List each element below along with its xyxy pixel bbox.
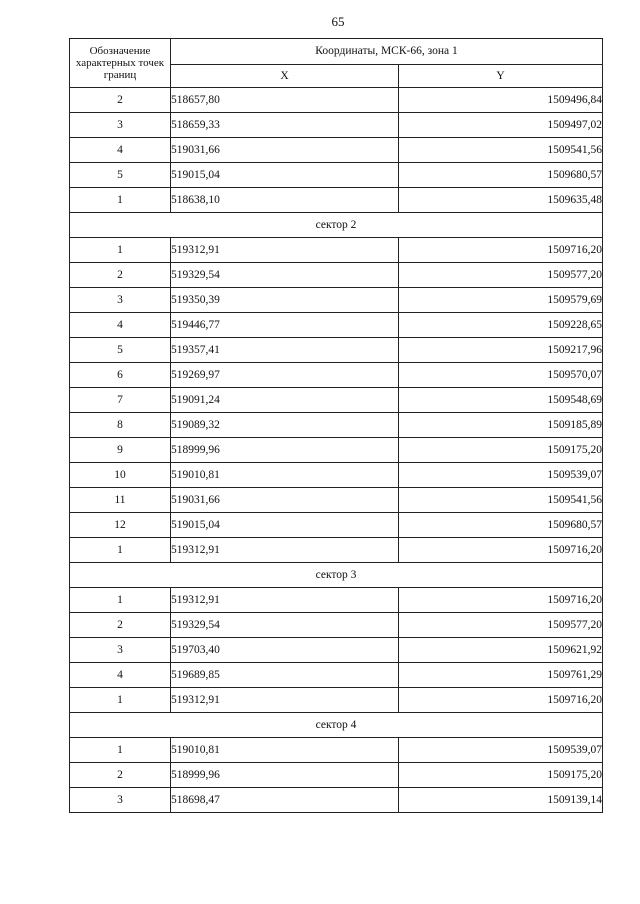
sector-title: сектор 2 [70,213,603,238]
x-coordinate-cell: 519031,66 [171,488,399,513]
coordinates-table [69,38,603,813]
point-cell: 3 [70,788,171,813]
x-coordinate-cell: 519329,54 [171,613,399,638]
x-coordinate-cell: 518999,96 [171,438,399,463]
table-row [70,263,603,288]
y-coordinate-cell: 1509577,20 [399,613,603,638]
point-cell: 2 [70,88,171,113]
y-coordinate-cell: 1509680,57 [399,163,603,188]
table-row [70,663,603,688]
table-row [70,338,603,363]
y-coordinate-cell: 1509716,20 [399,688,603,713]
point-cell: 4 [70,313,171,338]
sector-title: сектор 4 [70,713,603,738]
point-cell: 1 [70,738,171,763]
x-coordinate-cell: 519091,24 [171,388,399,413]
point-cell: 6 [70,363,171,388]
sector-row [70,713,603,738]
x-coordinate-cell: 519357,41 [171,338,399,363]
point-cell: 1 [70,538,171,563]
table-header [70,39,603,88]
y-coordinate-cell: 1509541,56 [399,488,603,513]
table-row [70,613,603,638]
point-cell: 1 [70,588,171,613]
x-coordinate-cell: 519031,66 [171,138,399,163]
x-coordinate-cell: 519089,32 [171,413,399,438]
point-cell: 1 [70,238,171,263]
point-cell: 5 [70,338,171,363]
table-row [70,163,603,188]
table-row [70,763,603,788]
table-row [70,113,603,138]
table-row [70,513,603,538]
y-coordinate-cell: 1509139,14 [399,788,603,813]
x-column-header: X [171,64,399,87]
x-coordinate-cell: 518659,33 [171,113,399,138]
x-coordinate-cell: 519329,54 [171,263,399,288]
y-coordinate-cell: 1509716,20 [399,238,603,263]
point-cell: 4 [70,138,171,163]
y-column-header: Y [399,64,603,87]
x-coordinate-cell: 519269,97 [171,363,399,388]
table-row [70,363,603,388]
table-row [70,588,603,613]
point-cell: 8 [70,413,171,438]
y-coordinate-cell: 1509185,89 [399,413,603,438]
point-cell: 3 [70,638,171,663]
y-coordinate-cell: 1509539,07 [399,463,603,488]
point-cell: 3 [70,288,171,313]
table-row [70,488,603,513]
y-coordinate-cell: 1509217,96 [399,338,603,363]
page-number: 65 [331,14,345,29]
y-coordinate-cell: 1509496,84 [399,88,603,113]
table-row [70,688,603,713]
point-cell: 10 [70,463,171,488]
table-row [70,463,603,488]
point-cell: 2 [70,613,171,638]
y-coordinate-cell: 1509680,57 [399,513,603,538]
table-row [70,238,603,263]
point-cell: 1 [70,188,171,213]
x-coordinate-cell: 519010,81 [171,738,399,763]
point-cell: 7 [70,388,171,413]
table-row [70,88,603,113]
sector-row [70,213,603,238]
point-cell: 5 [70,163,171,188]
table-row [70,138,603,163]
y-coordinate-cell: 1509761,29 [399,663,603,688]
x-coordinate-cell: 519010,81 [171,463,399,488]
x-coordinate-cell: 519015,04 [171,513,399,538]
y-coordinate-cell: 1509570,07 [399,363,603,388]
point-cell: 2 [70,763,171,788]
point-cell: 2 [70,263,171,288]
y-coordinate-cell: 1509175,20 [399,763,603,788]
x-coordinate-cell: 518638,10 [171,188,399,213]
table-row [70,413,603,438]
points-column-header: Обозначение характерных точек границ [70,39,171,88]
x-coordinate-cell: 519312,91 [171,588,399,613]
y-coordinate-cell: 1509228,65 [399,313,603,338]
y-coordinate-cell: 1509175,20 [399,438,603,463]
sector-row [70,563,603,588]
table-row [70,788,603,813]
sector-title: сектор 3 [70,563,603,588]
table-row [70,388,603,413]
x-coordinate-cell: 519312,91 [171,688,399,713]
x-coordinate-cell: 519312,91 [171,238,399,263]
x-coordinate-cell: 519703,40 [171,638,399,663]
x-coordinate-cell: 518698,47 [171,788,399,813]
y-coordinate-cell: 1509716,20 [399,538,603,563]
table-row [70,288,603,313]
table-row [70,538,603,563]
x-coordinate-cell: 518999,96 [171,763,399,788]
y-coordinate-cell: 1509539,07 [399,738,603,763]
y-coordinate-cell: 1509577,20 [399,263,603,288]
x-coordinate-cell: 519312,91 [171,538,399,563]
x-coordinate-cell: 519446,77 [171,313,399,338]
y-coordinate-cell: 1509541,56 [399,138,603,163]
point-cell: 11 [70,488,171,513]
coordinates-header: Координаты, МСК-66, зона 1 [171,39,603,65]
x-coordinate-cell: 519015,04 [171,163,399,188]
table-row [70,438,603,463]
x-coordinate-cell: 519689,85 [171,663,399,688]
point-cell: 4 [70,663,171,688]
y-coordinate-cell: 1509497,02 [399,113,603,138]
y-coordinate-cell: 1509621,92 [399,638,603,663]
point-cell: 9 [70,438,171,463]
table-row [70,738,603,763]
x-coordinate-cell: 518657,80 [171,88,399,113]
y-coordinate-cell: 1509635,48 [399,188,603,213]
point-cell: 12 [70,513,171,538]
y-coordinate-cell: 1509548,69 [399,388,603,413]
table-row [70,188,603,213]
y-coordinate-cell: 1509716,20 [399,588,603,613]
table-row [70,638,603,663]
table-body [70,88,603,813]
table-row [70,313,603,338]
point-cell: 3 [70,113,171,138]
x-coordinate-cell: 519350,39 [171,288,399,313]
y-coordinate-cell: 1509579,69 [399,288,603,313]
point-cell: 1 [70,688,171,713]
